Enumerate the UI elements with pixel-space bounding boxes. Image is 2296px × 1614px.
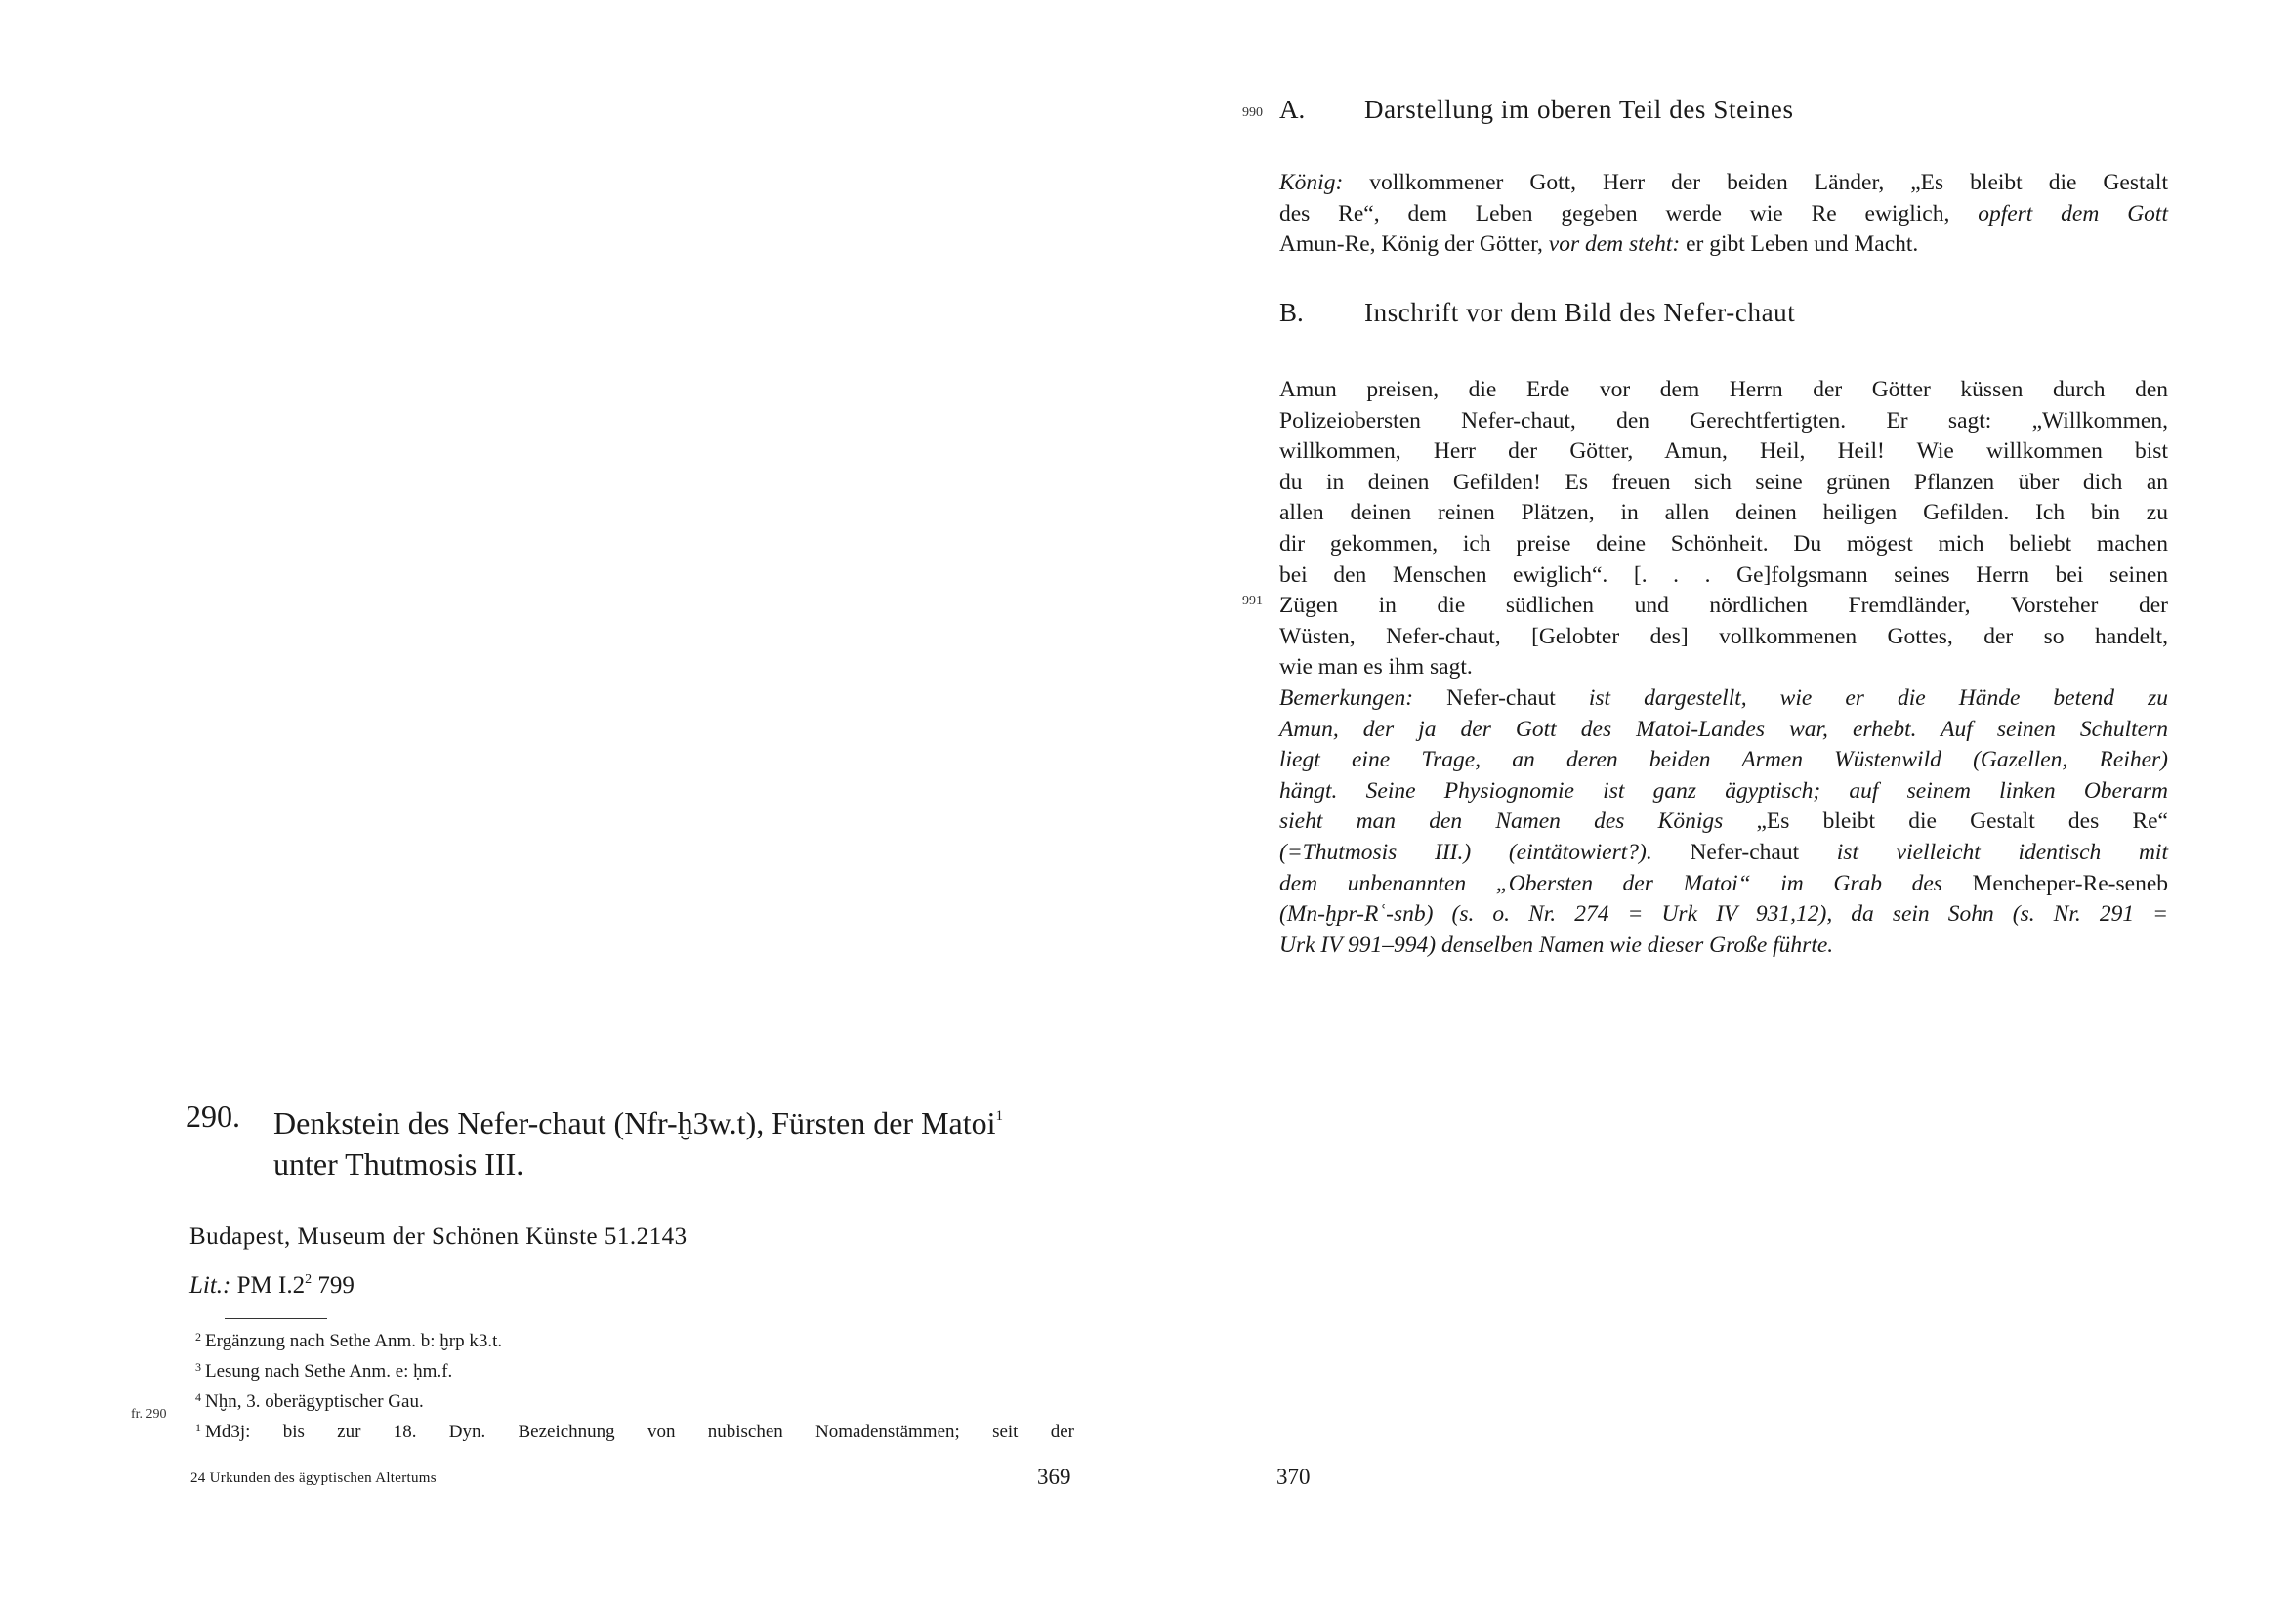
footnote <box>195 1385 1074 1415</box>
section-a-label: A. <box>1279 95 1306 124</box>
remarks-line: Bemerkungen: Nefer-chaut ist dargestellt, wie er die Hände betend zu <box>1279 684 2168 711</box>
footnote-number: 3 <box>195 1360 201 1374</box>
footnote-number: 2 <box>195 1330 201 1344</box>
page-number-right: 370 <box>1276 1465 1311 1489</box>
signature-line: 24 Urkunden des ägyptischen Altertums <box>190 1470 437 1486</box>
footnote-number: 4 <box>195 1390 201 1404</box>
lit-sup: 2 <box>305 1272 313 1287</box>
text-line: dir gekommen, ich preise deine Schönheit. Du mögest mich beliebt machen <box>1279 530 2168 557</box>
entry-title-line1: Denkstein des Nefer-chaut (Nfr-ḫ3w.t), Fürsten der Matoi <box>273 1105 996 1140</box>
remarks-line: hängt. Seine Physiognomie ist ganz ägyptisch; auf seinem linken Oberarm <box>1279 777 2168 804</box>
text-line: Zügen in die südlichen und nördlichen Fremdländer, Vorsteher der <box>1279 593 2168 619</box>
section-b-title: Inschrift vor dem Bild des Nefer-chaut <box>1364 298 1796 327</box>
text-line: Amun-Re, König der Götter, vor dem steht: er gibt Leben und Macht. <box>1279 231 1919 258</box>
footnote-text: Ergänzung nach Sethe Anm. b: ḫrp k3.t. <box>205 1331 503 1351</box>
margin-number-990: 990 <box>1242 105 1263 120</box>
margin-reference: fr. 290 <box>131 1407 167 1422</box>
text-line: allen deinen reinen Plätzen, in allen deinen heiligen Gefilden. Ich bin zu <box>1279 500 2168 526</box>
footnote-ref: 1 <box>995 1108 1004 1124</box>
text-line: Wüsten, Nefer-chaut, [Gelobter des] vollkommenen Gottes, der so handelt, <box>1279 623 2168 649</box>
remarks-line: dem unbenannten „Obersten der Matoi“ im Grab des Mencheper-Re-seneb <box>1279 870 2169 896</box>
lit-ref: PM I.2 <box>236 1272 306 1299</box>
section-a-text <box>1279 168 2168 261</box>
lit-page: 799 <box>317 1272 355 1299</box>
text-line: König: vollkommener Gott, Herr der beiden Länder, „Es bleibt die Gestalt <box>1279 170 2168 195</box>
remarks-line: (Mn-ḫpr-Rʿ-snb) (s. o. Nr. 274 = Urk IV 931,12), da sein Sohn (s. Nr. 291 = <box>1279 901 2168 928</box>
section-b-label: B. <box>1279 298 1304 327</box>
text-line: des Re“, dem Leben gegeben werde wie Re ewiglich, opfert dem Gott <box>1279 200 2168 227</box>
footnote <box>195 1354 1074 1385</box>
literature-reference <box>189 1272 355 1300</box>
remarks-line: liegt eine Trage, an deren beiden Armen Wüstenwild (Gazellen, Reiher) <box>1279 747 2168 773</box>
footnote-number: 1 <box>195 1421 201 1434</box>
museum-location: Budapest, Museum der Schönen Künste 51.2143 <box>189 1223 688 1250</box>
footnote-divider <box>225 1318 327 1319</box>
text-line: willkommen, Herr der Götter, Amun, Heil, Heil! Wie willkommen bist <box>1279 438 2168 465</box>
footnote <box>195 1415 1074 1445</box>
margin-number-991: 991 <box>1242 594 1263 608</box>
remarks-line: sieht man den Namen des Königs „Es bleibt die Gestalt des Re“ <box>1279 808 2168 835</box>
entry-number: 290. <box>186 1098 240 1134</box>
text-line: bei den Menschen ewiglich“. [. . . Ge]folgsmann seines Herrn bei seinen <box>1279 561 2168 588</box>
text-line: Amun preisen, die Erde vor dem Herrn der Götter küssen durch den <box>1279 377 2168 402</box>
remarks-line: (=Thutmosis III.) (eintätowiert?). Nefer-chaut ist vielleicht identisch mit <box>1279 839 2168 865</box>
entry-title <box>273 1096 1084 1184</box>
page-number-left: 369 <box>1037 1465 1071 1489</box>
right-page <box>1148 0 2296 1614</box>
lit-label: Lit.: <box>189 1272 231 1299</box>
footnotes <box>195 1324 1074 1445</box>
text-line: Polizeiobersten Nefer-chaut, den Gerechtfertigten. Er sagt: „Willkommen, <box>1279 407 2168 434</box>
entry-title-line2: unter Thutmosis III. <box>273 1146 524 1181</box>
text-line: wie man es ihm sagt. <box>1279 654 1473 681</box>
section-a-title: Darstellung im oberen Teil des Steines <box>1364 95 1794 124</box>
remarks-line: Urk IV 991–994) denselben Namen wie dieser Große führte. <box>1279 931 1834 958</box>
footnote-text: Lesung nach Sethe Anm. e: ḥm.f. <box>205 1361 453 1382</box>
footnote-text: Md3j: bis zur 18. Dyn. Bezeichnung von nubischen Nomadenstämmen; seit der <box>205 1422 1074 1442</box>
footnote <box>195 1324 1074 1354</box>
footnote-text: Nḫn, 3. oberägyptischer Gau. <box>205 1391 424 1412</box>
section-b-text <box>1279 375 2168 961</box>
remarks-line: Amun, der ja der Gott des Matoi-Landes war, erhebt. Auf seinen Schultern <box>1279 716 2168 742</box>
text-line: du in deinen Gefilden! Es freuen sich seine grünen Pflanzen über dich an <box>1279 469 2168 495</box>
